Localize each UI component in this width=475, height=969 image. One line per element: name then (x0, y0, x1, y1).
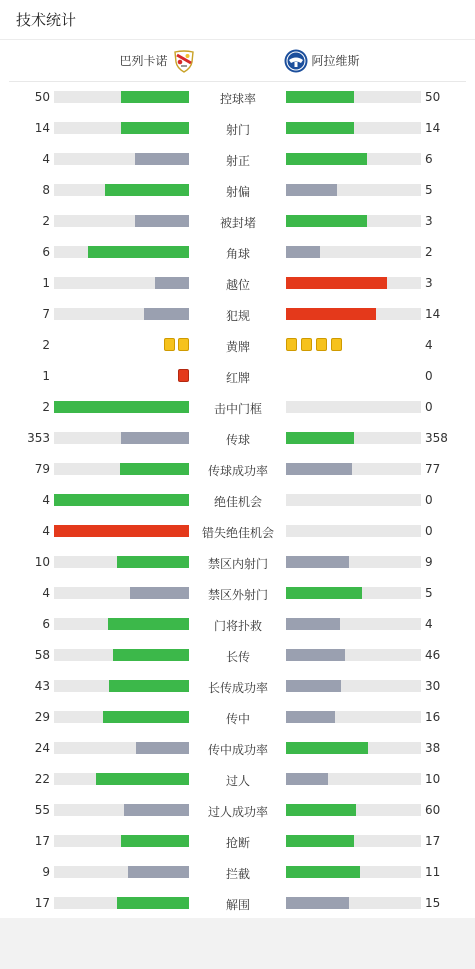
away-stat-bar-fill (286, 556, 349, 568)
away-team-name: 阿拉维斯 (311, 54, 360, 68)
away-stat-value: 0 (425, 524, 433, 538)
away-stat-bar (286, 866, 421, 878)
away-stat-bar (286, 463, 421, 475)
away-stat-value: 14 (425, 121, 441, 135)
stat-label: 长传 (225, 650, 250, 664)
away-stat-bar-fill (286, 246, 320, 258)
yellow-card-icon (164, 338, 175, 351)
page-title: 技术统计 (16, 11, 77, 29)
stat-row (0, 268, 475, 299)
home-team-name: 巴列卡诺 (119, 54, 168, 68)
stat-label: 绝佳机会 (213, 495, 262, 509)
stat-row (0, 175, 475, 206)
stat-row (0, 206, 475, 237)
home-stat-bar-fill (124, 804, 189, 816)
away-stat-value: 3 (425, 276, 433, 290)
home-stat-bar (54, 215, 189, 227)
away-stat-bar-fill (286, 184, 337, 196)
home-stat-value: 55 (34, 803, 50, 817)
home-stat-value: 17 (34, 896, 50, 910)
away-stat-value: 38 (425, 741, 441, 755)
away-stat-bar (286, 184, 421, 196)
away-stat-bar-fill (286, 773, 328, 785)
away-stat-bar (286, 525, 421, 537)
home-stat-value: 353 (27, 431, 50, 445)
away-stat-value: 17 (425, 834, 441, 848)
home-stat-bar-fill (121, 432, 189, 444)
home-stat-bar-fill (121, 835, 189, 847)
stat-label: 传中 (225, 712, 250, 726)
stat-label: 越位 (225, 278, 250, 292)
stat-row (0, 144, 475, 175)
stat-label: 黄牌 (225, 340, 250, 354)
home-stat-value: 29 (34, 710, 50, 724)
away-stat-value: 5 (425, 183, 433, 197)
home-stat-bar-fill (113, 649, 189, 661)
home-stat-value: 1 (42, 369, 50, 383)
home-stat-bar (54, 308, 189, 320)
stat-row (0, 547, 475, 578)
away-stat-bar (286, 680, 421, 692)
away-stat-bar-fill (286, 587, 362, 599)
away-stat-bar (286, 835, 421, 847)
home-stat-bar (54, 246, 189, 258)
stat-row (0, 113, 475, 144)
stat-row (0, 764, 475, 795)
home-stat-bar-fill (54, 525, 189, 537)
home-stat-bar (54, 742, 189, 754)
stat-row (0, 733, 475, 764)
stat-row (0, 826, 475, 857)
away-stat-bar (286, 773, 421, 785)
away-stat-bar-fill (286, 866, 360, 878)
stat-label: 过人成功率 (207, 805, 268, 819)
stat-label: 控球率 (219, 92, 256, 106)
home-stat-bar-fill (144, 308, 189, 320)
away-stat-bar (286, 742, 421, 754)
yellow-card-icon (178, 338, 189, 351)
away-cards (286, 338, 342, 351)
away-stat-value: 4 (425, 338, 433, 352)
stat-label: 长传成功率 (207, 681, 268, 695)
away-stat-bar (286, 246, 421, 258)
stat-label: 禁区外射门 (207, 588, 268, 602)
home-stat-value: 4 (42, 524, 50, 538)
away-stat-value: 15 (425, 896, 441, 910)
home-stat-bar (54, 153, 189, 165)
stat-row (0, 795, 475, 826)
away-stat-value: 46 (425, 648, 441, 662)
away-stat-value: 14 (425, 307, 441, 321)
home-cards (164, 338, 189, 351)
away-stat-bar (286, 432, 421, 444)
away-stat-bar-fill (286, 711, 335, 723)
home-stat-bar (54, 835, 189, 847)
stat-row (0, 702, 475, 733)
away-stat-value: 16 (425, 710, 441, 724)
yellow-card-icon (331, 338, 342, 351)
home-stat-bar (54, 432, 189, 444)
away-stat-bar (286, 215, 421, 227)
away-stat-bar-fill (286, 835, 354, 847)
home-stat-bar (54, 866, 189, 878)
stat-row (0, 578, 475, 609)
away-stat-bar (286, 618, 421, 630)
away-stat-bar (286, 556, 421, 568)
home-stat-value: 8 (42, 183, 50, 197)
stat-row (0, 423, 475, 454)
home-stat-value: 1 (42, 276, 50, 290)
home-stat-bar (54, 91, 189, 103)
away-stat-bar-fill (286, 153, 367, 165)
away-stat-bar-fill (286, 91, 354, 103)
home-stat-bar-fill (96, 773, 189, 785)
away-stat-value: 60 (425, 803, 441, 817)
red-card-icon (178, 369, 189, 382)
home-stat-bar (54, 556, 189, 568)
stat-row (0, 640, 475, 671)
home-cards (178, 369, 189, 382)
home-stat-value: 4 (42, 493, 50, 507)
stats-list (0, 82, 475, 919)
home-stat-bar (54, 401, 189, 413)
away-stat-value: 4 (425, 617, 433, 631)
away-stat-value: 9 (425, 555, 433, 569)
stat-label: 传中成功率 (207, 743, 268, 757)
away-stat-bar-fill (286, 215, 367, 227)
stat-label: 过人 (225, 774, 250, 788)
home-stat-bar (54, 122, 189, 134)
home-stat-value: 2 (42, 338, 50, 352)
away-stat-bar (286, 711, 421, 723)
home-stat-bar-fill (117, 556, 189, 568)
stat-label: 射偏 (225, 185, 250, 199)
away-stat-bar-fill (286, 897, 349, 909)
away-team[interactable] (284, 40, 360, 81)
stat-label: 拦截 (225, 867, 250, 881)
away-stat-bar-fill (286, 742, 368, 754)
stat-label: 红牌 (225, 371, 250, 385)
home-stat-bar-fill (88, 246, 189, 258)
home-stat-bar-fill (105, 184, 189, 196)
stat-row (0, 454, 475, 485)
stats-header (0, 0, 475, 40)
away-stat-bar (286, 153, 421, 165)
stat-row (0, 888, 475, 919)
away-stat-value: 11 (425, 865, 441, 879)
away-stat-bar-fill (286, 804, 356, 816)
stat-row (0, 485, 475, 516)
home-stat-value: 6 (42, 617, 50, 631)
away-stat-bar-fill (286, 277, 387, 289)
home-stat-bar-fill (54, 401, 189, 413)
home-stat-bar-fill (128, 866, 189, 878)
home-stat-bar-fill (135, 215, 189, 227)
away-stat-bar (286, 587, 421, 599)
away-stat-value: 77 (425, 462, 441, 476)
stat-row (0, 237, 475, 268)
home-stat-value: 2 (42, 400, 50, 414)
home-stat-bar-fill (121, 122, 189, 134)
stat-label: 错失绝佳机会 (201, 526, 274, 540)
home-stat-bar-fill (109, 680, 189, 692)
home-stat-bar (54, 463, 189, 475)
home-stat-bar (54, 649, 189, 661)
stat-row (0, 392, 475, 423)
away-stat-value: 30 (425, 679, 441, 693)
away-stat-bar-fill (286, 463, 352, 475)
stat-row (0, 361, 475, 392)
home-stat-value: 79 (34, 462, 50, 476)
home-stat-value: 2 (42, 214, 50, 228)
home-stat-value: 4 (42, 586, 50, 600)
away-stat-value: 6 (425, 152, 433, 166)
home-stat-value: 17 (34, 834, 50, 848)
yellow-card-icon (286, 338, 297, 351)
home-stat-bar-fill (121, 91, 189, 103)
away-stat-bar-fill (286, 308, 376, 320)
away-stat-bar-fill (286, 618, 340, 630)
stat-row (0, 857, 475, 888)
home-stat-bar-fill (136, 742, 189, 754)
home-stat-bar (54, 680, 189, 692)
home-stat-bar-fill (135, 153, 189, 165)
home-stat-bar (54, 618, 189, 630)
away-stat-bar (286, 804, 421, 816)
stat-row (0, 82, 475, 113)
home-stat-bar-fill (108, 618, 189, 630)
stat-label: 抢断 (225, 836, 250, 850)
away-stat-bar (286, 649, 421, 661)
alaves-crest-icon (284, 49, 308, 73)
away-stat-value: 358 (425, 431, 448, 445)
home-stat-bar (54, 184, 189, 196)
away-stat-value: 5 (425, 586, 433, 600)
rayo-vallecano-crest-icon (172, 49, 196, 73)
away-stat-bar (286, 494, 421, 506)
away-stat-value: 0 (425, 400, 433, 414)
home-stat-bar (54, 711, 189, 723)
stat-label: 解围 (225, 898, 250, 912)
home-stat-value: 7 (42, 307, 50, 321)
home-stat-value: 9 (42, 865, 50, 879)
away-stat-bar (286, 122, 421, 134)
away-stat-bar-fill (286, 432, 354, 444)
home-stat-bar-fill (117, 897, 189, 909)
home-stat-bar-fill (120, 463, 189, 475)
home-stat-bar (54, 494, 189, 506)
away-stat-value: 3 (425, 214, 433, 228)
away-stat-bar (286, 277, 421, 289)
away-stat-value: 0 (425, 493, 433, 507)
stat-label: 射正 (225, 154, 250, 168)
stat-row (0, 299, 475, 330)
home-stat-value: 24 (34, 741, 50, 755)
stat-label: 门将扑救 (213, 619, 262, 633)
home-stat-bar-fill (54, 494, 189, 506)
away-stat-value: 0 (425, 369, 433, 383)
away-stat-bar-fill (286, 649, 345, 661)
stat-label: 禁区内射门 (207, 557, 268, 571)
home-stat-value: 6 (42, 245, 50, 259)
home-stat-bar (54, 277, 189, 289)
away-stat-value: 50 (425, 90, 441, 104)
home-stat-bar (54, 587, 189, 599)
home-stat-value: 10 (34, 555, 50, 569)
stat-label: 角球 (225, 247, 250, 261)
away-stat-bar (286, 401, 421, 413)
home-stat-value: 14 (34, 121, 50, 135)
away-stat-value: 10 (425, 772, 441, 786)
home-stat-value: 43 (34, 679, 50, 693)
home-stat-bar-fill (155, 277, 189, 289)
away-stat-bar (286, 91, 421, 103)
teams-row (9, 40, 466, 82)
home-stat-value: 22 (34, 772, 50, 786)
home-stat-value: 58 (34, 648, 50, 662)
away-stat-bar-fill (286, 680, 341, 692)
stat-label: 传球 (225, 433, 250, 447)
stat-label: 传球成功率 (207, 464, 268, 478)
stat-row (0, 671, 475, 702)
home-team[interactable] (119, 40, 195, 81)
home-stat-bar-fill (130, 587, 189, 599)
stat-label: 被封堵 (219, 216, 256, 230)
home-stat-bar (54, 897, 189, 909)
stat-row (0, 516, 475, 547)
home-stat-bar (54, 525, 189, 537)
away-stat-bar (286, 897, 421, 909)
away-stat-value: 2 (425, 245, 433, 259)
yellow-card-icon (316, 338, 327, 351)
home-stat-value: 4 (42, 152, 50, 166)
home-stat-bar (54, 773, 189, 785)
yellow-card-icon (301, 338, 312, 351)
stat-label: 击中门框 (213, 402, 262, 416)
away-stat-bar (286, 308, 421, 320)
home-stat-bar (54, 804, 189, 816)
home-stat-value: 50 (34, 90, 50, 104)
stat-row (0, 330, 475, 361)
home-stat-bar-fill (103, 711, 189, 723)
stat-row (0, 609, 475, 640)
away-stat-bar-fill (286, 122, 354, 134)
stat-label: 犯规 (225, 309, 250, 323)
stat-label: 射门 (225, 123, 250, 137)
